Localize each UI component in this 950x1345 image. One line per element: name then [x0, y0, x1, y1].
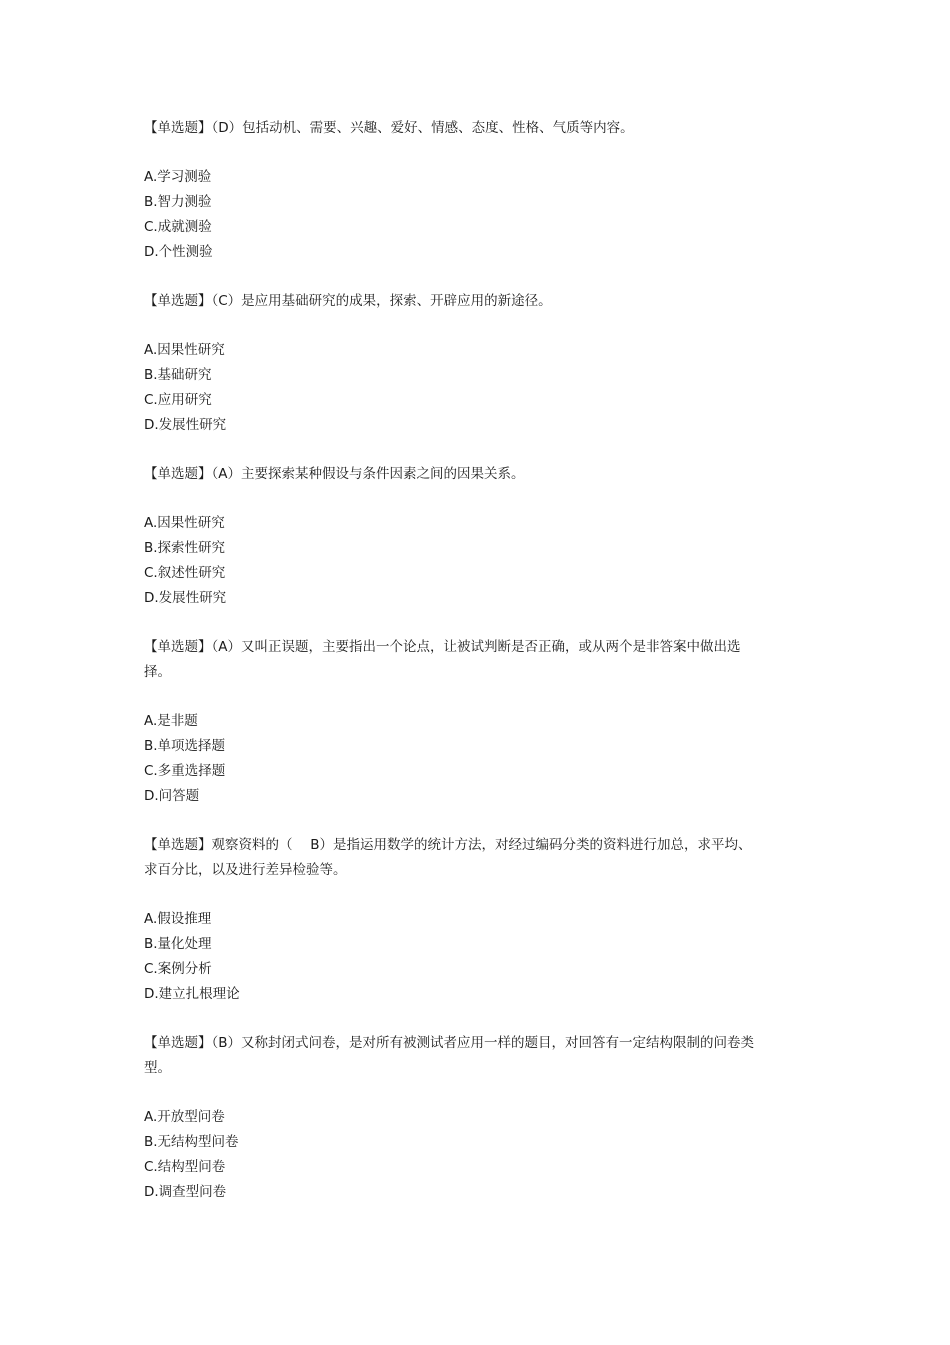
option-d: D.调查型问卷	[144, 1184, 227, 1200]
option-a: A.因果性研究	[144, 342, 225, 358]
option-a: A.是非题	[144, 713, 198, 729]
option-c: C.案例分析	[144, 961, 212, 977]
option-b: B.智力测验	[144, 194, 212, 210]
question-stem: 【单选题】观察资料的（ B）是指运用数学的统计方法，对经过编码分类的资料进行加总，求平均、求百分比，以及进行差异检验等。	[144, 837, 752, 878]
option-c: C.应用研究	[144, 392, 212, 408]
question-stem: 【单选题】（D）包括动机、需要、兴趣、爱好、情感、态度、性格、气质等内容。	[144, 120, 634, 136]
option-list	[144, 165, 754, 265]
option-b: B.量化处理	[144, 936, 212, 952]
option-d: D.问答题	[144, 788, 200, 804]
option-d: D.建立扎根理论	[144, 986, 240, 1002]
question-item	[144, 635, 754, 809]
option-a: A.开放型问卷	[144, 1109, 225, 1125]
question-stem: 【单选题】（C）是应用基础研究的成果，探索、开辟应用的新途径。	[144, 293, 552, 309]
option-b: B.单项选择题	[144, 738, 226, 754]
option-c: C.叙述性研究	[144, 565, 226, 581]
option-b: B.基础研究	[144, 367, 212, 383]
option-a: A.因果性研究	[144, 515, 225, 531]
option-b: B.探索性研究	[144, 540, 226, 556]
question-item	[144, 833, 754, 1007]
option-b: B.无结构型问卷	[144, 1134, 239, 1150]
option-a: A.学习测验	[144, 169, 212, 185]
option-c: C.成就测验	[144, 219, 212, 235]
question-item	[144, 116, 754, 265]
option-d: D.个性测验	[144, 244, 213, 260]
question-stem: 【单选题】（A）又叫正误题，主要指出一个论点，让被试判断是否正确，或从两个是非答案中做出选择。	[144, 639, 741, 680]
option-a: A.假设推理	[144, 911, 212, 927]
question-item	[144, 1031, 754, 1205]
question-stem: 【单选题】（A）主要探索某种假设与条件因素之间的因果关系。	[144, 466, 525, 482]
option-list	[144, 709, 754, 809]
option-list	[144, 338, 754, 438]
question-item	[144, 462, 754, 611]
question-stem: 【单选题】（B）又称封闭式问卷，是对所有被测试者应用一样的题目，对回答有一定结构限制的问卷类型。	[144, 1035, 755, 1076]
option-c: C.结构型问卷	[144, 1159, 226, 1175]
option-list	[144, 1105, 754, 1205]
question-item	[144, 289, 754, 438]
option-list	[144, 511, 754, 611]
option-list	[144, 907, 754, 1007]
option-d: D.发展性研究	[144, 417, 227, 433]
question-list	[144, 116, 754, 1229]
option-c: C.多重选择题	[144, 763, 226, 779]
option-d: D.发展性研究	[144, 590, 227, 606]
